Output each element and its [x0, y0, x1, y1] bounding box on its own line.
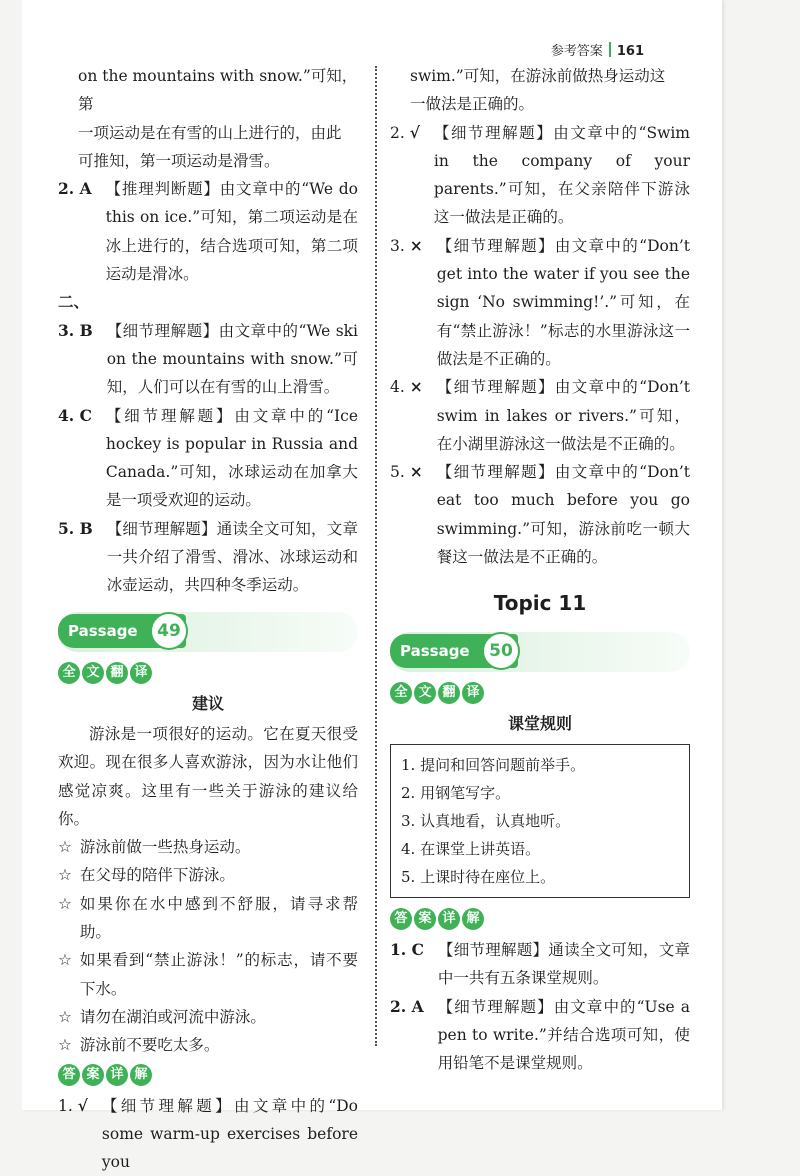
item-number: 1.	[390, 936, 412, 993]
answer-item-3	[58, 317, 358, 402]
badge-char: 答	[390, 908, 412, 930]
badge-char: 全	[58, 662, 80, 684]
badge-char: 答	[58, 1064, 80, 1086]
item-number: 2.	[58, 175, 80, 288]
item-explanation: 【推理判断题】由文章中的“We do this on ice.”可知，第二项运动是在冰上进行的，结合选项可知，第二项运动是滑冰。	[106, 175, 358, 288]
tip-text: 在父母的陪伴下游泳。	[80, 861, 358, 889]
item-explanation: 【细节理解题】由文章中的“Swim in the company of your parents.”可知，在父亲陪伴下游泳这一做法是正确的。	[434, 119, 690, 232]
column-divider	[375, 66, 377, 1046]
item-explanation: 【细节理解题】由文章中的“Use a pen to write.”并结合选项可知，使用铅笔不是课堂规则。	[438, 993, 690, 1078]
star-icon: ☆	[58, 1003, 72, 1031]
text-line: swim.”可知，在游泳前做热身运动这	[410, 62, 690, 90]
page-header	[551, 40, 644, 59]
translation-badge	[390, 682, 690, 704]
rule-item: 1. 提问和回答问题前举手。	[401, 751, 679, 779]
answer-item-2	[390, 993, 690, 1078]
star-icon: ☆	[58, 946, 72, 1003]
answer-badge	[390, 908, 690, 930]
badge-char: 解	[462, 908, 484, 930]
answer-item-5	[390, 458, 690, 571]
list-item	[58, 890, 358, 947]
item-explanation: 【细节理解题】由文章中的“Ice hockey is popular in Russia and Canada.”可知，冰球运动在加拿大是一项受欢迎的运动。	[106, 402, 358, 515]
topic-title: Topic 11	[390, 589, 690, 617]
right-column	[390, 62, 690, 1077]
item-explanation: 【细节理解题】由文章中的“We ski on the mountains with snow.”可知，人们可以在有雪的山上滑雪。	[107, 317, 358, 402]
item-answer: C	[80, 402, 92, 515]
left-column	[58, 62, 358, 1176]
answer-badge	[58, 1064, 358, 1086]
text-line: 可推知，第一项运动是滑雪。	[78, 147, 358, 175]
item-answer: A	[412, 993, 424, 1078]
badge-char: 文	[414, 682, 436, 704]
translation-intro: 游泳是一项很好的运动。它在夏天很受欢迎。现在很多人喜欢游泳，因为水让他们感觉凉爽。这里有一些关于游泳的建议给你。	[58, 720, 358, 833]
translation-title: 建议	[58, 690, 358, 718]
item-number: 3.	[58, 317, 80, 402]
item-answer: B	[80, 317, 93, 402]
passage-banner	[390, 632, 690, 672]
item-answer: ×	[410, 458, 423, 571]
item-answer: √	[78, 1092, 88, 1176]
star-icon: ☆	[58, 890, 72, 947]
passage-number: 50	[482, 632, 520, 670]
badge-char: 详	[438, 908, 460, 930]
tip-text: 请勿在湖泊或河流中游泳。	[80, 1003, 358, 1031]
badge-char: 翻	[438, 682, 460, 704]
continued-text	[390, 62, 690, 119]
rule-item: 4. 在课堂上讲英语。	[401, 835, 679, 863]
item-answer: A	[80, 175, 92, 288]
item-answer: ×	[410, 373, 423, 458]
item-explanation: 【细节理解题】由文章中的“Don’t get into the water if you see the sign ‘No swimming!’.”可知，在有“禁止游泳！”标志的水里游泳这一做法是不正确的。	[437, 232, 690, 373]
answer-item-4	[58, 402, 358, 515]
item-number: 5.	[58, 515, 80, 600]
item-answer: √	[410, 119, 420, 232]
passage-banner	[58, 612, 358, 652]
item-answer: B	[80, 515, 93, 600]
item-number: 3.	[390, 232, 410, 373]
answer-item-5	[58, 515, 358, 600]
passage-label: Passage	[58, 614, 186, 648]
item-explanation: 【细节理解题】由文章中的“Don’t swim in lakes or rivers.”可知，在小湖里游泳这一做法是不正确的。	[437, 373, 690, 458]
star-icon: ☆	[58, 861, 72, 889]
badge-char: 案	[82, 1064, 104, 1086]
list-item	[58, 833, 358, 861]
answer-item-4	[390, 373, 690, 458]
rules-box	[390, 744, 690, 898]
badge-char: 文	[82, 662, 104, 684]
list-item	[58, 1031, 358, 1059]
item-number: 4.	[390, 373, 410, 458]
continued-text	[58, 62, 358, 175]
item-answer: ×	[410, 232, 423, 373]
star-icon: ☆	[58, 1031, 72, 1059]
item-number: 1.	[58, 1092, 78, 1176]
answer-item-1	[390, 936, 690, 993]
text-line: 一项运动是在有雪的山上进行的，由此	[78, 119, 358, 147]
text-line: on the mountains with snow.”可知，第	[78, 62, 358, 119]
answer-item-1	[58, 1092, 358, 1176]
item-number: 2.	[390, 993, 412, 1078]
list-item	[58, 946, 358, 1003]
part-heading: 二、	[58, 288, 358, 316]
tip-text: 游泳前不要吃太多。	[80, 1031, 358, 1059]
badge-char: 译	[462, 682, 484, 704]
star-icon: ☆	[58, 833, 72, 861]
answer-item-3	[390, 232, 690, 373]
item-number: 5.	[390, 458, 410, 571]
page-number: 161	[617, 44, 644, 59]
text-line: 一做法是正确的。	[410, 90, 690, 118]
answer-item-2	[58, 175, 358, 288]
list-item	[58, 1003, 358, 1031]
tips-list	[58, 833, 358, 1059]
header-separator	[609, 42, 611, 57]
item-explanation: 【细节理解题】通读全文可知，文章一共介绍了滑雪、滑冰、冰球运动和冰壶运动，共四种冬季运动。	[107, 515, 358, 600]
badge-char: 译	[130, 662, 152, 684]
item-number: 4.	[58, 402, 80, 515]
passage-label: Passage	[390, 634, 518, 668]
badge-char: 解	[130, 1064, 152, 1086]
rule-item: 2. 用钢笔写字。	[401, 779, 679, 807]
item-explanation: 【细节理解题】由文章中的“Do some warm-up exercises before you	[102, 1092, 358, 1176]
passage-number: 49	[150, 612, 188, 650]
badge-char: 案	[414, 908, 436, 930]
translation-title: 课堂规则	[390, 710, 690, 738]
rule-item: 5. 上课时待在座位上。	[401, 863, 679, 891]
badge-char: 全	[390, 682, 412, 704]
translation-badge	[58, 662, 358, 684]
rule-item: 3. 认真地看，认真地听。	[401, 807, 679, 835]
header-section: 参考答案	[551, 44, 603, 59]
answer-item-2	[390, 119, 690, 232]
badge-char: 详	[106, 1064, 128, 1086]
item-number: 2.	[390, 119, 410, 232]
list-item	[58, 861, 358, 889]
page	[22, 0, 722, 1110]
item-explanation: 【细节理解题】通读全文可知，文章中一共有五条课堂规则。	[438, 936, 690, 993]
tip-text: 如果你在水中感到不舒服，请寻求帮助。	[80, 890, 358, 947]
tip-text: 游泳前做一些热身运动。	[80, 833, 358, 861]
tip-text: 如果看到“禁止游泳！”的标志，请不要下水。	[80, 946, 358, 1003]
item-explanation: 【细节理解题】由文章中的“Don’t eat too much before you go swimming.”可知，游泳前吃一顿大餐这一做法是不正确的。	[437, 458, 690, 571]
item-answer: C	[412, 936, 424, 993]
badge-char: 翻	[106, 662, 128, 684]
